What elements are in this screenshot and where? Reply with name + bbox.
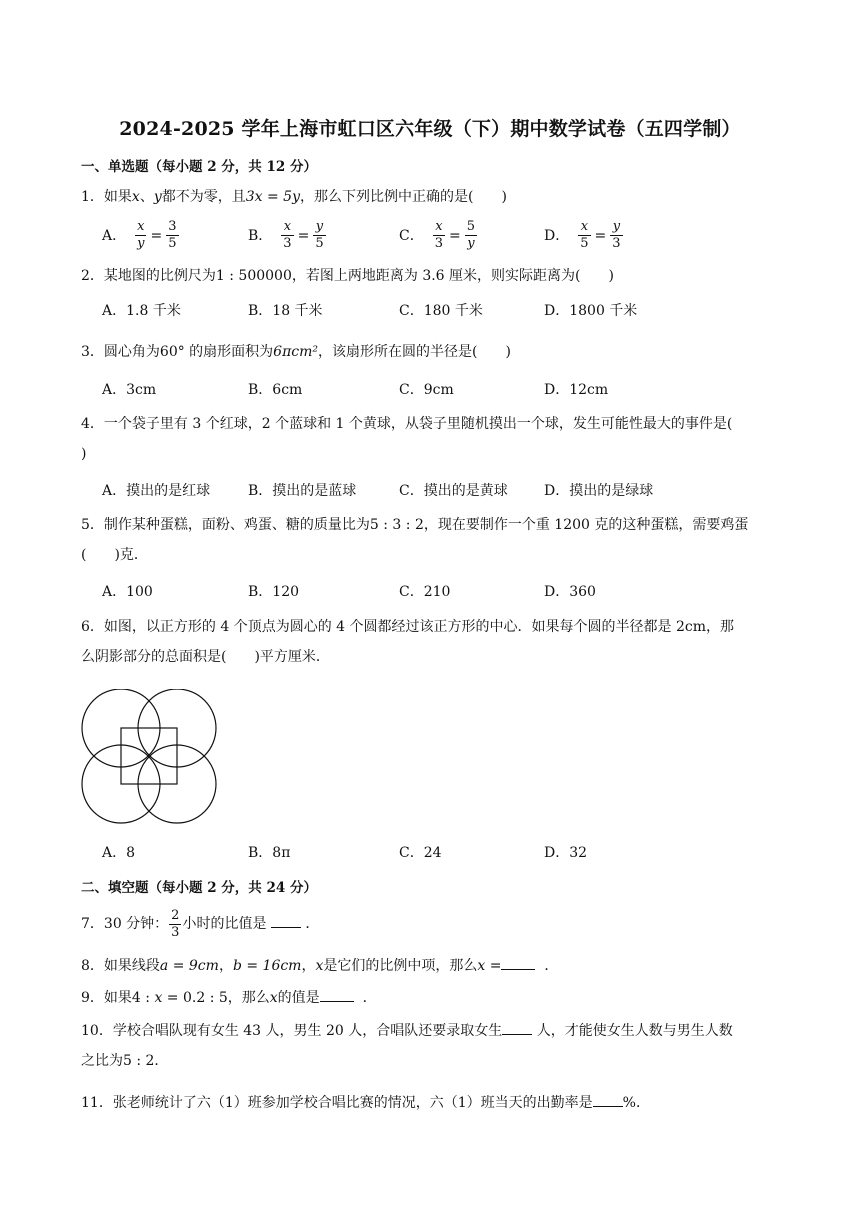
section-heading-fill-in: 二、填空题（每小题 2 分，共 24 分） [81,880,317,896]
q1-option-b[interactable] [248,220,327,251]
q1-option-c[interactable] [399,220,478,251]
q2-option-b[interactable]: B．18 千米 [248,303,323,319]
q9-text-b: = 0.2 : 5，那么 [162,990,270,1006]
fraction [281,220,293,251]
q4-options [102,476,782,506]
question-7 [81,906,781,942]
q4-option-c[interactable]: C．摸出的是黄球 [399,483,508,499]
fraction [169,909,181,940]
denominator: 5 [315,236,324,251]
q1-expression: 3x = 5y [245,189,300,205]
q7-text: 7．30 分钟： [81,916,169,932]
q2-options [102,296,782,326]
numerator: 5 [466,219,476,234]
question-10 [81,1016,781,1076]
section-heading-single-choice: 一、单选题（每小题 2 分，共 12 分） [81,159,317,175]
q3-text-b: ，该扇形所在圆的半径是( ) [318,344,511,360]
q5-options [102,577,782,607]
q1-answer-paren: ( ) [468,189,507,205]
q6-option-c[interactable]: C．24 [399,845,442,861]
q6-option-a[interactable]: A．8 [102,845,136,861]
q1-option-a[interactable] [102,220,180,251]
q1-sep: 、 [139,189,154,205]
q7-text-b: 小时的比值是 [182,916,267,932]
q6-line-1: 6．如图，以正方形的 4 个顶点为圆心的 4 个圆都经过该正方形的中心．如果每个圆的半径都是 2cm，那 [81,619,734,635]
numerator: x [283,219,292,234]
q10-line-1 [81,1016,781,1046]
equals-sign: = [594,227,607,244]
q5-option-c[interactable]: C．210 [399,584,451,600]
option-letter: A． [102,227,127,244]
q5-line-2: ( )克． [81,547,148,563]
option-letter: B． [248,227,273,244]
equals-sign: = [297,227,310,244]
q1-var-y: y [153,189,162,205]
question-6 [81,612,781,672]
q8-sep: ， [218,958,233,974]
q1-text: 1．如果 [81,189,132,205]
q5-line-1: 5．制作某种蛋糕，面粉、鸡蛋、糖的质量比为5 : 3 : 2，现在要制作一个重 1200 克的这种蛋糕，需要鸡蛋 [81,517,749,533]
equals-sign: = [150,227,163,244]
answer-blank[interactable] [501,955,535,970]
q8-segment-a: a = 9cm [159,958,219,974]
q9-text-d: ． [362,990,377,1006]
q3-option-d[interactable]: D．12cm [544,382,609,398]
fraction [313,220,325,251]
denominator: 5 [580,236,589,251]
q8-x-equals: x = [477,958,502,974]
denominator: 3 [171,924,180,940]
question-2: 2．某地图的比例尺为1 : 500000，若图上两地距离为 3.6 厘米，则实际距离为( ) [81,268,614,284]
q5-option-a[interactable]: A．100 [102,584,153,600]
numerator: y [315,219,324,234]
q9-text-c: 的值是 [277,990,320,1006]
question-8 [81,951,781,981]
q3-option-a[interactable]: A．3cm [102,382,157,398]
answer-blank[interactable] [320,987,354,1002]
q1-var-x: x [131,189,140,205]
fraction [135,220,146,251]
numerator: x [435,219,443,234]
q6-line-2: 么阴影部分的总面积是( )平方厘米． [81,649,330,665]
q2-option-c[interactable]: C．180 千米 [399,303,483,319]
q4-line-1: 4．一个袋子里有 3 个红球，2 个蓝球和 1 个黄球，从袋子里随机摸出一个球，发生可能性最大的事件是( [81,416,733,432]
q2-option-a[interactable]: A．1.8 千米 [102,303,181,319]
q3-option-b[interactable]: B．6cm [248,382,303,398]
question-4 [81,409,781,469]
q10-text-b: 人，才能使女生人数与男生人数 [536,1023,733,1039]
q8-segment-b: b = 16cm [232,958,302,974]
option-letter: D． [544,227,570,244]
q1-options [102,220,782,250]
q2-option-d[interactable]: D．1800 千米 [544,303,638,319]
q9-text: 9．如果4 : [81,990,155,1006]
q9-var-x: x [154,990,163,1006]
q3-text: 3．圆心角为60° 的扇形面积为 [81,344,274,360]
denominator: y [137,236,145,251]
question-1 [81,182,781,212]
question-3 [81,337,781,367]
q10-text-a: 10．学校合唱队现有女生 43 人，男生 20 人，合唱队还要录取女生 [81,1023,503,1039]
answer-blank[interactable] [593,1092,623,1107]
denominator: 3 [283,236,292,251]
numerator: y [612,219,621,234]
q8-text-c: 是它们的比例中项，那么 [323,958,478,974]
denominator: y [467,236,475,251]
q3-option-c[interactable]: C．9cm [399,382,454,398]
question-5 [81,510,781,570]
q5-option-b[interactable]: B．120 [248,584,300,600]
q1-text-b: 都不为零，且 [161,189,246,205]
numerator: x [137,219,145,234]
q4-line-2: ) [81,446,87,462]
q8-text: 8．如果线段 [81,958,160,974]
q11-text-b: %． [622,1095,650,1111]
q3-options [102,375,782,405]
fraction [610,220,622,251]
q4-option-b[interactable]: B．摸出的是蓝球 [248,483,357,499]
fraction [465,220,477,251]
q7-text-c: ． [305,916,320,932]
q11-text: 11．张老师统计了六（1）班参加学校合唱比赛的情况，六（1）班当天的出勤率是 [81,1095,593,1111]
denominator: 5 [168,236,177,251]
option-letter: C． [399,227,424,244]
denominator: 3 [612,236,621,251]
q3-expression: 6πcm² [273,344,319,360]
q8-text-d: ． [544,958,559,974]
equals-sign: = [449,227,461,244]
answer-blank[interactable] [271,913,301,928]
q8-var-x: x [315,958,324,974]
answer-blank[interactable] [502,1020,532,1035]
fraction [166,220,178,251]
fraction [433,220,445,251]
q8-text-b: ， [301,958,316,974]
q10-line-2: 之比为5 : 2． [81,1053,169,1069]
exam-title: 2024-2025 学年上海市虹口区六年级（下）期中数学试卷（五四学制） [119,118,741,140]
four-circles-square-figure [79,689,219,831]
q6-option-b[interactable]: B．8π [248,845,291,861]
question-11 [81,1088,781,1118]
fraction [578,220,590,251]
numerator: x [580,219,589,234]
q1-option-d[interactable] [544,220,624,251]
numerator: 3 [168,219,177,234]
numerator: 2 [171,907,180,923]
denominator: 3 [434,236,443,251]
q1-text-c: ，那么下列比例中正确的是 [300,189,468,205]
question-9 [81,983,781,1013]
q5-option-d[interactable]: D．360 [544,584,596,600]
q6-option-d[interactable]: D．32 [544,845,588,861]
q9-var-x-2: x [269,990,278,1006]
q6-options [102,838,782,868]
q4-option-d[interactable]: D．摸出的是绿球 [544,483,654,499]
q4-option-a[interactable]: A．摸出的是红球 [102,483,211,499]
